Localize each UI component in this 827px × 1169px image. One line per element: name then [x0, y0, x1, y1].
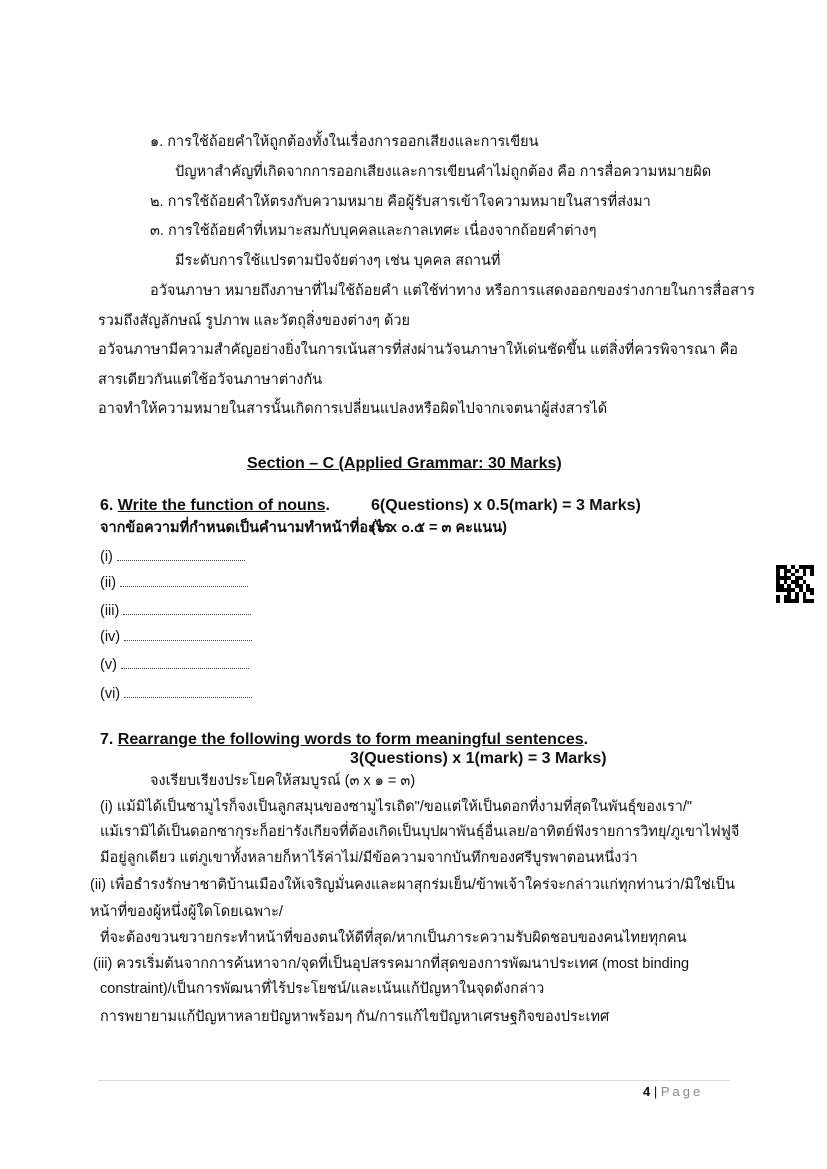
- q7-line: แม้เรามิได้เป็นดอกซากุระก็อย่ารังเกียจที่ต้องเกิดเป็นบุปผาพันธุ์อื่นเลย/อาทิตย์ฟังรายการวิทยุ/ภูเขาไฟฟูจี: [100, 824, 740, 840]
- answer-blank[interactable]: [100, 628, 252, 646]
- section-title: Section – C (Applied Grammar: 30 Marks): [247, 455, 562, 472]
- blank-label: (iv): [100, 629, 121, 645]
- q6-number: 6.: [100, 497, 118, 514]
- intro-item-3b: มีระดับการใช้แปรตามปัจจัยต่างๆ เช่น บุคคล สถานที่: [175, 253, 501, 269]
- blank-line: [124, 687, 252, 698]
- qr-code-icon: [776, 565, 814, 603]
- q7-number: 7.: [100, 731, 118, 748]
- q6-period: .: [325, 497, 330, 514]
- blank-line: [123, 604, 251, 615]
- q7-line: หน้าที่ของผู้หนึ่งผู้ใดโดยเฉพาะ/: [90, 904, 283, 920]
- blank-label: (ii): [100, 575, 117, 591]
- paragraph-line: อวัจนภาษามีความสำคัญอย่างยิ่งในการเน้นสารที่ส่งผ่านวัจนภาษาให้เด่นชัดขึ้น แต่สิ่งที่ควรพิจารณา คือ: [98, 342, 738, 358]
- blank-label: (iii): [100, 603, 120, 619]
- answer-blank[interactable]: [100, 685, 252, 703]
- q7-marks: 3(Questions) x 1(mark) = 3 Marks): [350, 750, 607, 767]
- q7-line: constraint)/เป็นการพัฒนาที่ไร้ประโยชน์/และเน้นแก้ปัญหาในจุดดังกล่าว: [100, 981, 545, 997]
- q7-line: ที่จะต้องขวนขวายกระทำหน้าที่ของตนให้ดีที่สุด/หากเป็นภาระความรับผิดชอบของคนไทยทุกคน: [100, 930, 687, 946]
- answer-blank[interactable]: [100, 574, 248, 592]
- blank-line: [120, 576, 248, 587]
- q7-title: Rearrange the following words to form meaningful sentences: [117, 731, 584, 748]
- answer-blank[interactable]: [100, 656, 249, 674]
- blank-label: (vi): [100, 686, 121, 702]
- footer-divider: [98, 1080, 730, 1081]
- q7-line: (i) แม้มิได้เป็นซามูไรก็จงเป็นลูกสมุนของซามูไรเถิด"/ขอแต่ให้เป็นดอกที่งามที่สุดในพันธุ์ของเรา/": [100, 799, 693, 815]
- page-label: Page: [660, 1084, 704, 1099]
- q6-thai-marks: (๖ x ๐.๕ = ๓ คะแนน): [371, 520, 507, 536]
- blank-line: [117, 550, 245, 561]
- q6-thai: จากข้อความที่กำหนดเป็นคำนามทำหน้าที่อะไร: [100, 520, 391, 536]
- q6-title: Write the function of nouns: [117, 497, 326, 514]
- page-footer: [643, 1084, 703, 1099]
- blank-line: [121, 658, 249, 669]
- answer-blank[interactable]: [100, 602, 251, 620]
- footer-separator: |: [653, 1084, 658, 1099]
- intro-item-2: ๒. การใช้ถ้อยคำให้ตรงกับความหมาย คือผู้รับสารเข้าใจความหมายในสารที่ส่งมา: [150, 194, 651, 210]
- q7-line: (iii) ควรเริ่มต้นจากการค้นหาจาก/จุดที่เป็นอุปสรรคมากที่สุดของการพัฒนาประเทศ (most binding: [93, 956, 690, 972]
- q7-period: .: [583, 731, 589, 748]
- paragraph-line: อาจทำให้ความหมายในสารนั้นเกิดการเปลี่ยนแปลงหรือผิดไปจากเจตนาผู้ส่งสารได้: [98, 401, 608, 417]
- q7-thai: จงเรียบเรียงประโยคให้สมบูรณ์ (๓ x ๑ = ๓): [150, 773, 416, 789]
- q7-line: การพยายามแก้ปัญหาหลายปัญหาพร้อมๆ กัน/การแก้ไขปัญหาเศรษฐกิจของประเทศ: [100, 1009, 610, 1025]
- intro-item-1b: ปัญหาสำคัญที่เกิดจากการออกเสียงและการเขียนคำไม่ถูกต้อง คือ การสื่อความหมายผิด: [175, 164, 712, 180]
- q7-heading: [100, 731, 588, 749]
- page-number: 4: [643, 1084, 651, 1099]
- paragraph-line: สารเดียวกันแต่ใช้อวัจนภาษาต่างกัน: [98, 372, 323, 388]
- q6-marks: 6(Questions) x 0.5(mark) = 3 Marks): [371, 497, 641, 514]
- blank-line: [124, 630, 252, 641]
- blank-label: (v): [100, 657, 117, 673]
- paragraph-line: อวัจนภาษา หมายถึงภาษาที่ไม่ใช้ถ้อยคำ แต่ใช้ท่าทาง หรือการแสดงออกของร่างกายในการสื่อสาร: [150, 283, 755, 299]
- blank-label: (i): [100, 549, 113, 565]
- intro-item-3: ๓. การใช้ถ้อยคำที่เหมาะสมกับบุคคลและกาลเทศะ เนื่องจากถ้อยคำต่างๆ: [150, 223, 597, 239]
- q7-line: (ii) เพื่อธำรงรักษาชาติบ้านเมืองให้เจริญมั่นคงและผาสุกร่มเย็น/ข้าพเจ้าใคร่จะกล่าวแก่ทุกท่านว่า/มิใช่เป็น: [90, 877, 735, 893]
- q7-line: มีอยู่ลูกเดียว แต่ภูเขาทั้งหลายก็หาไร้ค่าไม่/มีข้อความจากบันทึกของศรีบูรพาตอนหนึ่งว่า: [100, 850, 638, 866]
- paragraph-line: รวมถึงสัญลักษณ์ รูปภาพ และวัตถุสิ่งของต่างๆ ด้วย: [98, 313, 411, 329]
- answer-blank[interactable]: [100, 548, 245, 566]
- q6-heading: [100, 497, 330, 515]
- intro-item-1: ๑. การใช้ถ้อยคำให้ถูกต้องทั้งในเรื่องการออกเสียงและการเขียน: [150, 134, 539, 150]
